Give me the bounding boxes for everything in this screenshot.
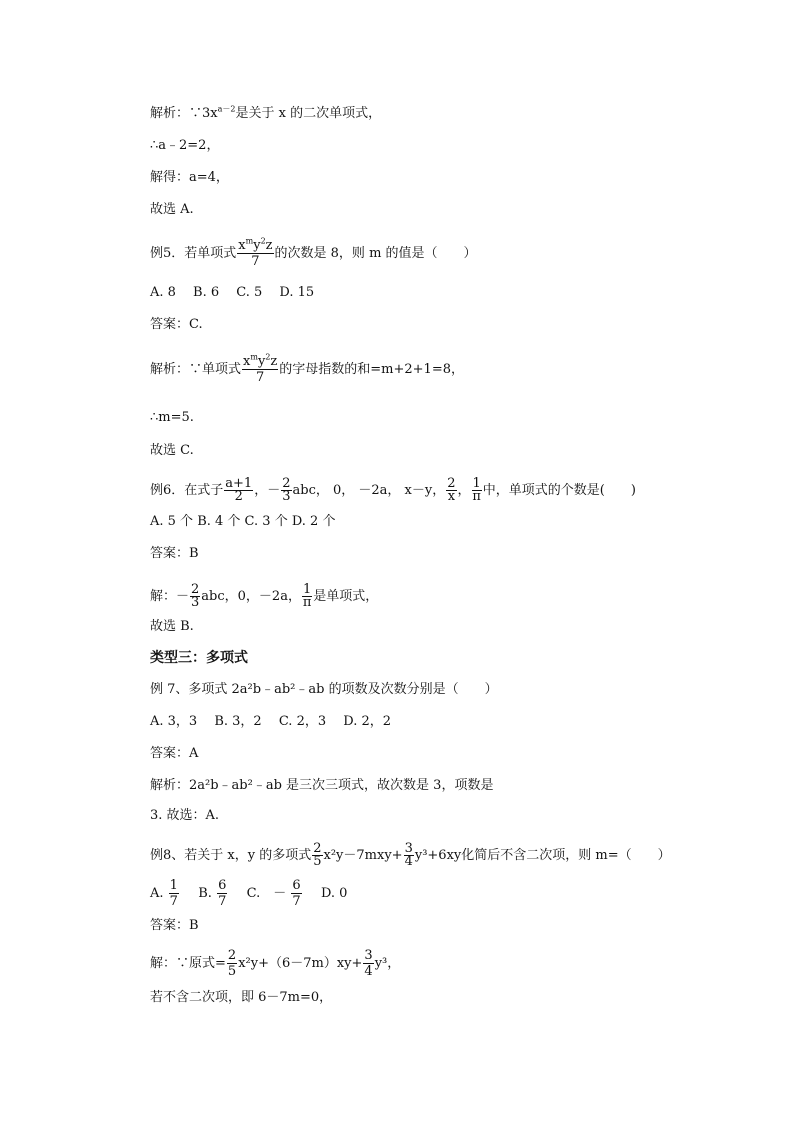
fraction: $\frac{2}{3}$ bbox=[191, 582, 200, 610]
example-8-answer: 答案：B bbox=[150, 918, 199, 933]
exponent: a－2 bbox=[217, 104, 236, 114]
fraction: $\frac{2}{5}$ bbox=[313, 841, 322, 869]
example-5-solution-3: 故选 C. bbox=[150, 443, 194, 458]
fraction: $\frac{1}{7}$ bbox=[169, 878, 178, 909]
fraction: $\frac{3}{4}$ bbox=[364, 948, 373, 979]
option-b-label: B. bbox=[198, 886, 212, 901]
solution-line-1 bbox=[150, 106, 381, 122]
option-d-label: D. 0 bbox=[320, 886, 348, 901]
example-5-question bbox=[150, 238, 477, 269]
fraction: $\frac{2}{3}$ bbox=[282, 476, 291, 504]
text: ， bbox=[457, 483, 471, 498]
example-8-solution bbox=[150, 948, 400, 979]
example-8-question bbox=[150, 843, 671, 868]
example-7-question: 例 7、多项式 2a²b﹣ab²﹣ab 的项数及次数分别是（ ） bbox=[150, 682, 498, 697]
text: x²y+（6－7m）xy+ bbox=[238, 956, 363, 971]
text: 例6．在式子 bbox=[150, 483, 224, 498]
example-5-options: A. 8 B. 6 C. 5 D. 15 bbox=[150, 285, 315, 300]
example-8-options bbox=[150, 878, 347, 909]
text: x²y－7mxy+ bbox=[323, 848, 403, 863]
example-7-solution: 解析：2a²b﹣ab²﹣ab 是三次三项式，故次数是 3，项数是 bbox=[150, 778, 494, 793]
text: ，－ bbox=[254, 483, 281, 498]
fraction: $\frac{a+1}{2}$ bbox=[225, 476, 253, 504]
text: abc， 0， －2a， x－y， bbox=[292, 483, 446, 498]
fraction: $\frac{6}{7}$ bbox=[292, 878, 301, 909]
fraction: $\frac{1}{\pi}$ bbox=[302, 582, 312, 610]
example-6-options: A. 5 个 B. 4 个 C. 3 个 D. 2 个 bbox=[150, 514, 336, 529]
fraction: $\frac{x^my^2z}{7}$ bbox=[238, 236, 273, 269]
example-6-solution-2: 故选 B. bbox=[150, 619, 194, 634]
text: 的字母指数的和=m+2+1=8， bbox=[279, 362, 464, 377]
text: 的次数是 8，则 m 的值是（ ） bbox=[274, 246, 477, 261]
fraction: $\frac{x^my^2z}{7}$ bbox=[243, 352, 278, 385]
example-5-solution-2: ∴m=5. bbox=[150, 410, 194, 425]
example-7-solution-2: 3. 故选：A. bbox=[150, 808, 220, 823]
option-c-label: C. － bbox=[246, 886, 287, 901]
text: 是关于 x 的二次单项式， bbox=[235, 106, 382, 121]
example-7-answer: 答案：A bbox=[150, 746, 199, 761]
text: 解析：∵3x bbox=[150, 106, 218, 121]
example-5-answer: 答案：C. bbox=[150, 317, 203, 332]
text: 例8、若关于 x，y 的多项式 bbox=[150, 848, 312, 863]
text: 是单项式， bbox=[313, 589, 379, 604]
example-5-solution bbox=[150, 354, 464, 385]
solution-line-4: 故选 A. bbox=[150, 202, 194, 217]
example-7-options: A. 3，3 B. 3，2 C. 2，3 D. 2，2 bbox=[150, 714, 392, 729]
section-heading: 类型三：多项式 bbox=[150, 650, 248, 666]
example-6-solution bbox=[150, 584, 378, 609]
text: 解：－ bbox=[150, 589, 190, 604]
text: 解：∵原式= bbox=[150, 956, 226, 971]
solution-line-2: ∴a﹣2=2， bbox=[150, 138, 220, 153]
fraction: $\frac{2}{x}$ bbox=[447, 476, 456, 504]
example-6-answer: 答案：B bbox=[150, 546, 199, 561]
text: y³+6xy化简后不含二次项，则 m=（ ） bbox=[414, 848, 671, 863]
text: abc，0，－2a， bbox=[201, 589, 301, 604]
fraction: $\frac{2}{5}$ bbox=[227, 948, 237, 979]
fraction: $\frac{6}{7}$ bbox=[218, 878, 227, 909]
solution-line-3: 解得：a=4， bbox=[150, 170, 229, 185]
text: 解析：∵单项式 bbox=[150, 362, 242, 377]
option-a-label: A. bbox=[150, 886, 164, 901]
example-8-solution-2: 若不含二次项，即 6－7m=0， bbox=[150, 990, 333, 1005]
text: y³， bbox=[374, 956, 401, 971]
text: 中，单项式的个数是( ) bbox=[482, 483, 636, 498]
fraction: $\frac{1}{\pi}$ bbox=[472, 476, 481, 504]
example-6-question bbox=[150, 478, 636, 503]
fraction: $\frac{3}{4}$ bbox=[404, 841, 413, 869]
text: 例5．若单项式 bbox=[150, 246, 237, 261]
